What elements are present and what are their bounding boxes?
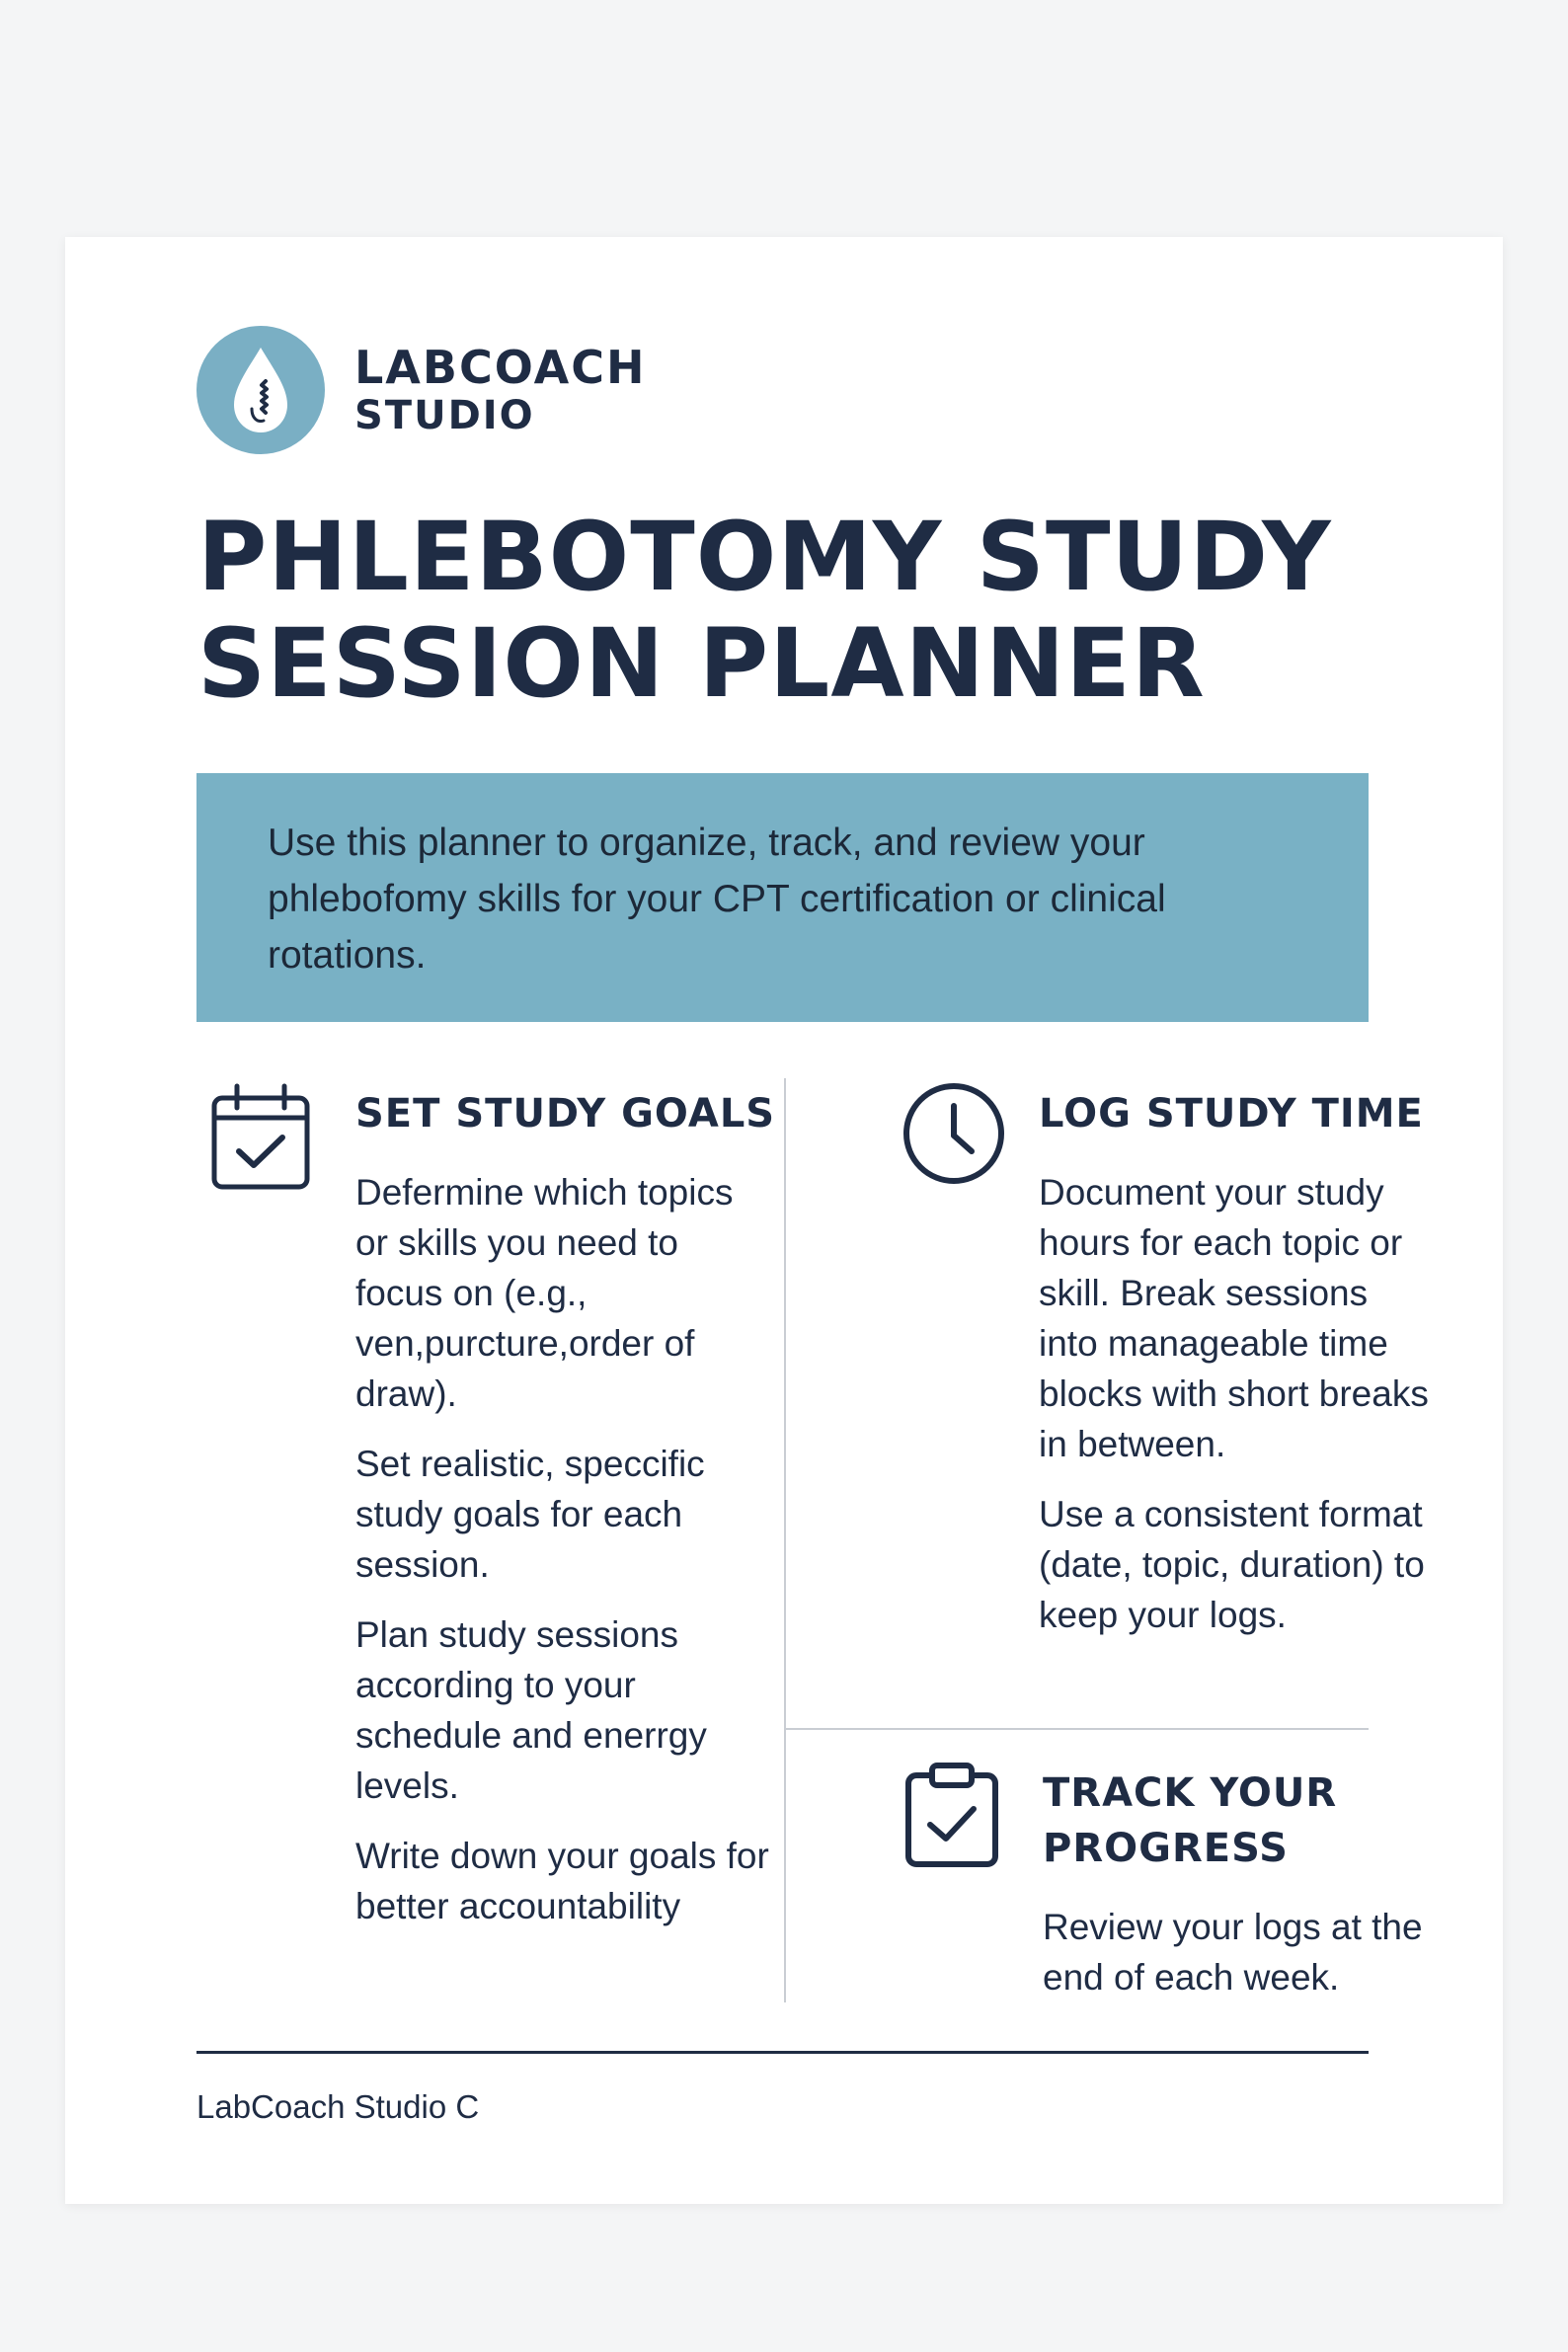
footer-rule xyxy=(196,2051,1369,2054)
calendar-check-icon xyxy=(209,1082,312,1198)
goals-paragraph-3: Plan study sessions according to your schedule and enerrgy levels. xyxy=(355,1614,707,1806)
goals-paragraph-1: Defermine which topics or skills you need to focus on (e.g., ven,purcture,order of draw). xyxy=(355,1172,734,1414)
page-title: PHLEBOTOMY STUDY SESSION PLANNER xyxy=(197,502,1332,719)
section-track-progress xyxy=(835,1758,1438,2044)
clipboard-check-icon xyxy=(902,1762,1001,1875)
clock-icon xyxy=(901,1080,1007,1192)
footer-brand: LabCoach Studio C xyxy=(196,2088,480,2125)
goals-paragraph-4: Write down your goals for better accountability xyxy=(355,1836,769,1926)
brand-line2: STUDIO xyxy=(354,393,535,439)
column-divider xyxy=(784,1078,786,2002)
section-divider xyxy=(786,1728,1369,1730)
section-heading: SET STUDY GOALS xyxy=(355,1091,776,1137)
track-paragraph-1: Review your logs at the end of each week. xyxy=(1043,1907,1423,1998)
section-heading: LOG STUDY TIME xyxy=(1039,1091,1424,1137)
brand-name xyxy=(354,342,646,439)
goals-paragraph-2: Set realistic, speccific study goals for each session. xyxy=(355,1444,705,1585)
intro-banner: Use this planner to organize, track, and review your phlebofomy skills for your CPT certification or clinical rotations. xyxy=(196,773,1369,1022)
planner-page xyxy=(65,237,1503,2204)
log-paragraph-2: Use a consistent format (date, topic, duration) to keep your logs. xyxy=(1039,1494,1425,1635)
section-set-study-goals xyxy=(144,1078,776,2046)
section-log-study-time xyxy=(835,1078,1438,1710)
section-heading: TRACK YOUR PROGRESS xyxy=(1043,1770,1338,1871)
log-paragraph-1: Document your study hours for each topic or skill. Break sessions into manageable time blocks with short breaks in between. xyxy=(1039,1172,1429,1464)
brand-line1: LABCOACH xyxy=(354,340,647,394)
section-body xyxy=(1039,1167,1434,1660)
blood-drop-icon xyxy=(196,326,325,454)
section-body xyxy=(1043,1902,1438,2022)
brand-logo xyxy=(196,326,646,454)
section-body xyxy=(355,1167,770,1951)
